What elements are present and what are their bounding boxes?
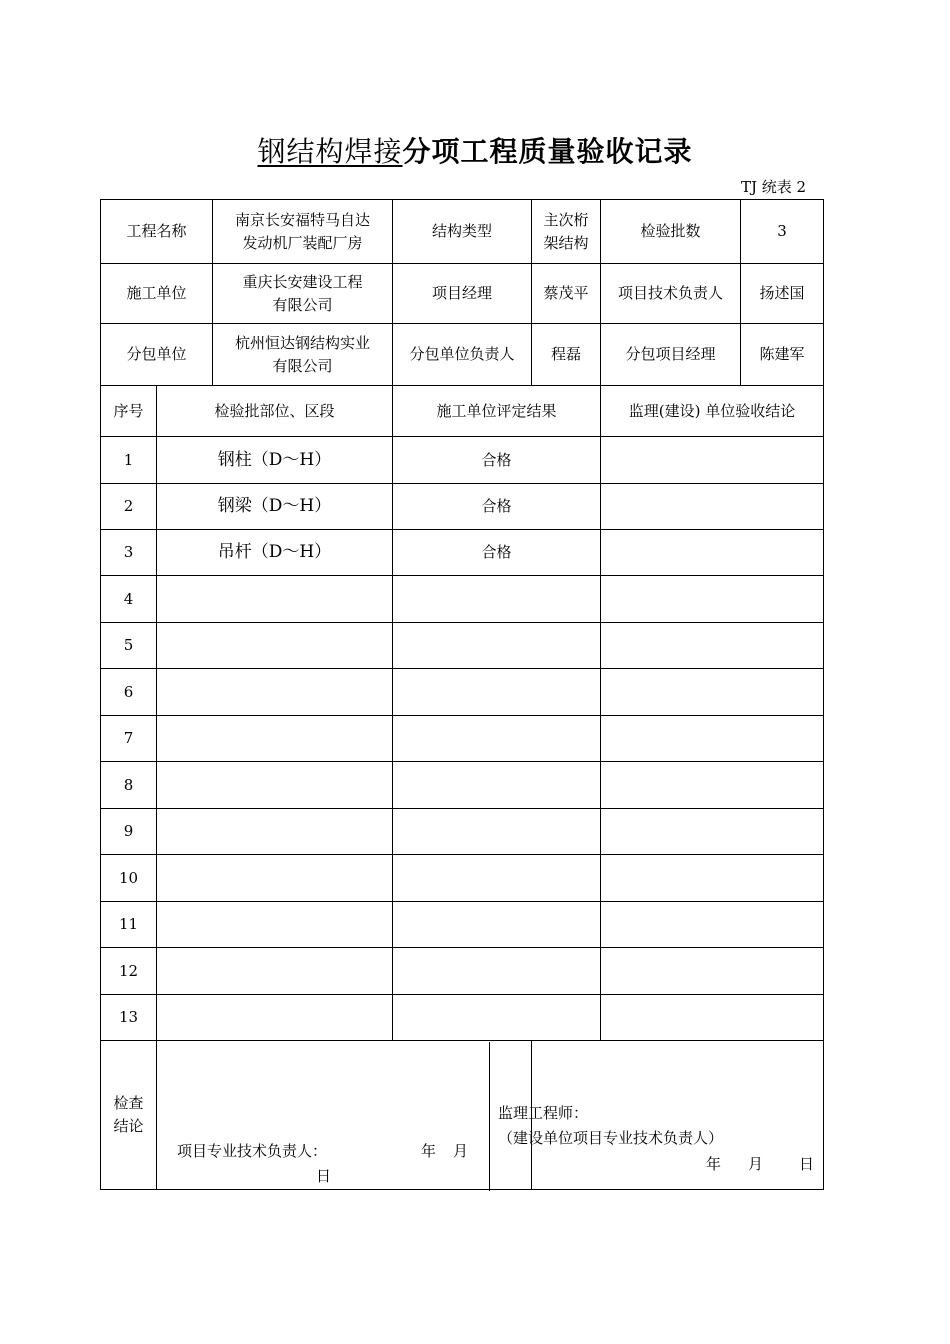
column-header-row xyxy=(101,386,824,437)
col-header-no: 序号 xyxy=(101,386,157,437)
right-year: 年 xyxy=(706,1155,722,1173)
row-part xyxy=(157,855,393,902)
table-row xyxy=(101,855,824,902)
row-result xyxy=(393,762,601,809)
contractor-value xyxy=(213,264,393,324)
row-no: 10 xyxy=(101,855,157,902)
row-part: 吊杆（D～H） xyxy=(157,530,393,576)
contractor-line1: 重庆长安建设工程 xyxy=(242,272,363,291)
sub-head-value: 程磊 xyxy=(532,324,601,386)
title-bold: 分项工程质量验收记录 xyxy=(402,135,693,168)
row-part xyxy=(157,762,393,809)
form-number: TJ 统表 2 xyxy=(741,178,807,196)
row-no: 13 xyxy=(101,995,157,1041)
pm-label: 项目经理 xyxy=(393,264,532,324)
row-accept xyxy=(601,716,824,762)
table-row xyxy=(101,576,824,623)
row-no: 7 xyxy=(101,716,157,762)
row-part xyxy=(157,948,393,995)
row-accept xyxy=(601,437,824,484)
title-underlined: 钢结构焊接 xyxy=(257,135,403,168)
structure-type-line2: 架结构 xyxy=(543,233,589,252)
row-no: 11 xyxy=(101,902,157,948)
row-part xyxy=(157,669,393,716)
row-accept xyxy=(601,809,824,855)
col-header-eval: 施工单位评定结果 xyxy=(393,386,601,437)
row-result xyxy=(393,576,601,623)
row-no: 3 xyxy=(101,530,157,576)
tech-lead-label: 项目技术负责人 xyxy=(601,264,741,324)
structure-type-label: 结构类型 xyxy=(393,200,532,264)
sub-pm-label: 分包项目经理 xyxy=(601,324,741,386)
row-result xyxy=(393,669,601,716)
batch-count-value: 3 xyxy=(741,200,824,264)
col-header-part: 检验批部位、区段 xyxy=(157,386,393,437)
sub-head-label: 分包单位负责人 xyxy=(393,324,532,386)
table-row xyxy=(101,995,824,1041)
table-row xyxy=(101,437,824,484)
row-accept xyxy=(601,902,824,948)
row-no: 2 xyxy=(101,484,157,530)
row-result: 合格 xyxy=(393,437,601,484)
row-accept xyxy=(601,576,824,623)
row-part xyxy=(157,809,393,855)
page-title xyxy=(0,130,950,170)
conclusion-divider-line xyxy=(489,1042,490,1191)
row-part xyxy=(157,902,393,948)
row-accept xyxy=(601,530,824,576)
row-result: 合格 xyxy=(393,530,601,576)
project-name-line2: 发动机厂装配厂房 xyxy=(242,233,363,252)
table-row xyxy=(101,716,824,762)
row-result xyxy=(393,902,601,948)
row-accept xyxy=(601,669,824,716)
table-row xyxy=(101,948,824,995)
left-day: 日 xyxy=(316,1167,332,1185)
info-row-project xyxy=(101,200,824,264)
table-row xyxy=(101,762,824,809)
table-row xyxy=(101,530,824,576)
row-part xyxy=(157,995,393,1041)
row-no: 12 xyxy=(101,948,157,995)
row-result: 合格 xyxy=(393,484,601,530)
tech-lead-value: 扬述国 xyxy=(741,264,824,324)
row-result xyxy=(393,855,601,902)
left-year: 年 xyxy=(421,1142,437,1160)
row-part: 钢梁（D～H） xyxy=(157,484,393,530)
row-no: 1 xyxy=(101,437,157,484)
table-row xyxy=(101,902,824,948)
pm-value: 蔡茂平 xyxy=(532,264,601,324)
structure-type-line1: 主次桁 xyxy=(543,210,589,229)
conclusion-label xyxy=(101,1041,157,1190)
table-row xyxy=(101,809,824,855)
subcontractor-label: 分包单位 xyxy=(101,324,213,386)
batch-count-label: 检验批数 xyxy=(601,200,741,264)
project-name-line1: 南京长安福特马自达 xyxy=(235,210,371,229)
row-accept xyxy=(601,762,824,809)
inspection-record-table xyxy=(100,199,824,1190)
contractor-label: 施工单位 xyxy=(101,264,213,324)
subcontractor-value xyxy=(213,324,393,386)
row-part xyxy=(157,576,393,623)
conclusion-label-line2: 结论 xyxy=(113,1117,144,1135)
row-accept xyxy=(601,623,824,669)
subcontractor-line2: 有限公司 xyxy=(272,356,333,375)
row-no: 4 xyxy=(101,576,157,623)
row-part xyxy=(157,623,393,669)
info-row-subcontractor xyxy=(101,324,824,386)
row-part xyxy=(157,716,393,762)
info-row-contractor xyxy=(101,264,824,324)
table-row xyxy=(101,669,824,716)
structure-type-value xyxy=(532,200,601,264)
project-name-label: 工程名称 xyxy=(101,200,213,264)
project-name-value xyxy=(213,200,393,264)
table-row xyxy=(101,484,824,530)
right-month: 月 xyxy=(748,1155,764,1173)
row-result xyxy=(393,809,601,855)
row-accept xyxy=(601,855,824,902)
conclusion-label-line1: 检查 xyxy=(113,1094,144,1112)
row-part: 钢柱（D～H） xyxy=(157,437,393,484)
right-day: 日 xyxy=(799,1155,815,1173)
col-header-accept: 监理(建设) 单位验收结论 xyxy=(601,386,824,437)
left-month: 月 xyxy=(453,1142,469,1160)
right-signer-paren: （建设单位项目专业技术负责人） xyxy=(498,1129,724,1147)
right-signer-label: 监理工程师： xyxy=(498,1104,589,1122)
row-accept xyxy=(601,995,824,1041)
row-result xyxy=(393,995,601,1041)
row-accept xyxy=(601,484,824,530)
row-result xyxy=(393,716,601,762)
row-result xyxy=(393,623,601,669)
row-no: 9 xyxy=(101,809,157,855)
left-signer-label: 项目专业技术负责人： xyxy=(177,1142,328,1160)
row-no: 5 xyxy=(101,623,157,669)
row-no: 8 xyxy=(101,762,157,809)
row-accept xyxy=(601,948,824,995)
contractor-conclusion-cell xyxy=(157,1041,532,1190)
row-no: 6 xyxy=(101,669,157,716)
contractor-line2: 有限公司 xyxy=(272,295,333,314)
sub-pm-value: 陈建军 xyxy=(741,324,824,386)
table-row xyxy=(101,623,824,669)
subcontractor-line1: 杭州恒达钢结构实业 xyxy=(235,333,371,352)
row-result xyxy=(393,948,601,995)
